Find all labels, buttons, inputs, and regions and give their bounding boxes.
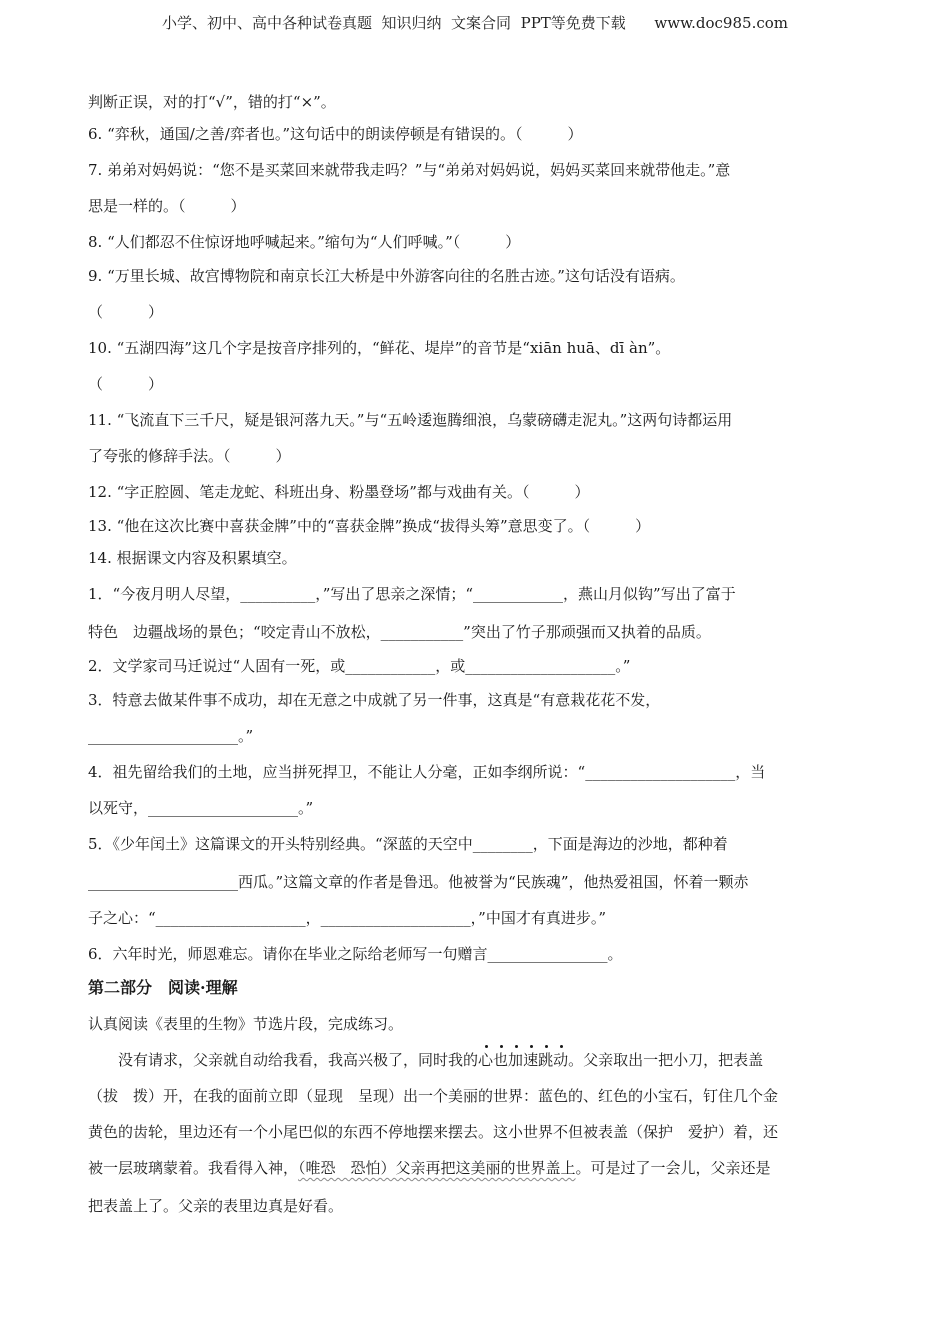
fill-5-line3: 子之心：“____________________，____________________，”中国才有真进步。”	[88, 909, 607, 927]
question-8: 8. “人们都忍不住惊讶地呼喊起来。”缩句为“人们呼喊。”（ ）	[88, 233, 521, 251]
page-header: 小学、初中、高中各种试卷真题 知识归纳 文案合同 PPT等免费下载 www.doc985.com	[161, 14, 788, 32]
question-13: 13. “他在这次比赛中喜获金牌”中的“喜获金牌”换成“拔得头筹”意思变了。（ ）	[88, 517, 651, 535]
passage-line-3: 黄色的齿轮，里边还有一个小尾巴似的东西不停地摆来摆去。这小世界不但被表盖（保护 爱护）着，还	[88, 1123, 779, 1141]
dotted-char: 跳	[538, 1051, 554, 1069]
question-11-line2: 了夸张的修辞手法。（ ）	[88, 447, 291, 465]
section-heading: 第二部分 阅读·理解	[88, 978, 238, 997]
dotted-char: 也	[493, 1051, 509, 1069]
fill-5-line1: 5．《少年闰土》这篇课文的开头特别经典。“深蓝的天空中________，下面是海边的沙地，都种着	[88, 835, 728, 853]
wavy-underlined-sentence: （唯恐 恐怕）父亲再把这美丽的世界盖上	[298, 1159, 576, 1177]
passage-text: 。父亲取出一把小刀，把表盖	[568, 1051, 764, 1069]
question-6: 6. “弈秋，通国/之善/弈者也。”这句话中的朗读停顿是有错误的。（ ）	[88, 125, 583, 143]
fill-1-line1: 1．“今夜月明人尽望，__________，”写出了思亲之深情；“____________，燕山月似钩”写出了富于	[88, 585, 736, 603]
dotted-char: 加	[508, 1051, 524, 1069]
dotted-emphasis	[478, 1051, 568, 1069]
question-7-line1: 7. 弟弟对妈妈说：“您不是买菜回来就带我走吗？”与“弟弟对妈妈说，妈妈买菜回来就带他走。”意	[88, 161, 731, 179]
fill-4-line2: 以死守，____________________。”	[88, 799, 314, 817]
question-11-line1: 11. “飞流直下三千尺，疑是银河落九天。”与“五岭逶迤腾细浪，乌蒙磅礴走泥丸。”这两句诗都运用	[88, 411, 733, 429]
passage-text: 没有请求，父亲就自动给我看，我高兴极了，同时我的	[88, 1051, 479, 1069]
question-12: 12. “字正腔圆、笔走龙蛇、科班出身、粉墨登场”都与戏曲有关。（ ）	[88, 483, 590, 501]
dotted-char: 速	[523, 1051, 539, 1069]
judge-intro: 判断正误，对的打“√”，错的打“×”。	[88, 93, 336, 111]
passage-text: 被一层玻璃蒙着。我看得入神，	[88, 1159, 299, 1177]
question-9-line2: （ ）	[88, 303, 164, 321]
dotted-char: 动	[553, 1051, 569, 1069]
passage-line-4	[88, 1158, 771, 1178]
fill-3-line1: 3．特意去做某件事不成功，却在无意之中成就了另一件事，这真是“有意栽花花不发，	[88, 691, 661, 709]
fill-1-line2: 特色 边疆战场的景色；“咬定青山不放松，___________”突出了竹子那顽强而又执着的品质。	[88, 623, 711, 641]
fill-5-line2: ____________________西瓜。”这篇文章的作者是鲁迅。他被誉为“民族魂”，他热爱祖国，怀着一颗赤	[88, 873, 749, 891]
fill-6: 6．六年时光，师恩难忘。请你在毕业之际给老师写一句赠言________________。	[88, 945, 623, 963]
fill-3-line2: ____________________。”	[88, 727, 254, 745]
question-7-line2: 思是一样的。（ ）	[88, 197, 246, 215]
passage-line-1	[88, 1050, 763, 1070]
reading-instruction: 认真阅读《表里的生物》节选片段，完成练习。	[88, 1015, 404, 1033]
passage-text: 。可是过了一会儿，父亲还是	[575, 1159, 771, 1177]
question-10-line1: 10. “五湖四海”这几个字是按音序排列的，“鲜花、堤岸”的音节是“xiān huā、dī àn”。	[88, 339, 671, 357]
passage-line-2: （拔 拨）开，在我的面前立即（显现 呈现）出一个美丽的世界：蓝色的、红色的小宝石，钉住几个金	[88, 1087, 779, 1105]
question-14: 14. 根据课文内容及积累填空。	[88, 549, 297, 567]
question-9-line1: 9. “万里长城、故宫博物院和南京长江大桥是中外游客向往的名胜古迹。”这句话没有语病。	[88, 267, 685, 285]
question-10-line2: （ ）	[88, 375, 164, 393]
fill-4-line1: 4．祖先留给我们的土地，应当拼死捍卫，不能让人分毫，正如李纲所说：“____________________，当	[88, 763, 766, 781]
fill-2: 2．文学家司马迁说过“人固有一死，或____________，或____________________。”	[88, 657, 631, 675]
passage-line-5: 把表盖上了。父亲的表里边真是好看。	[88, 1197, 344, 1215]
dotted-char: 心	[478, 1051, 494, 1069]
